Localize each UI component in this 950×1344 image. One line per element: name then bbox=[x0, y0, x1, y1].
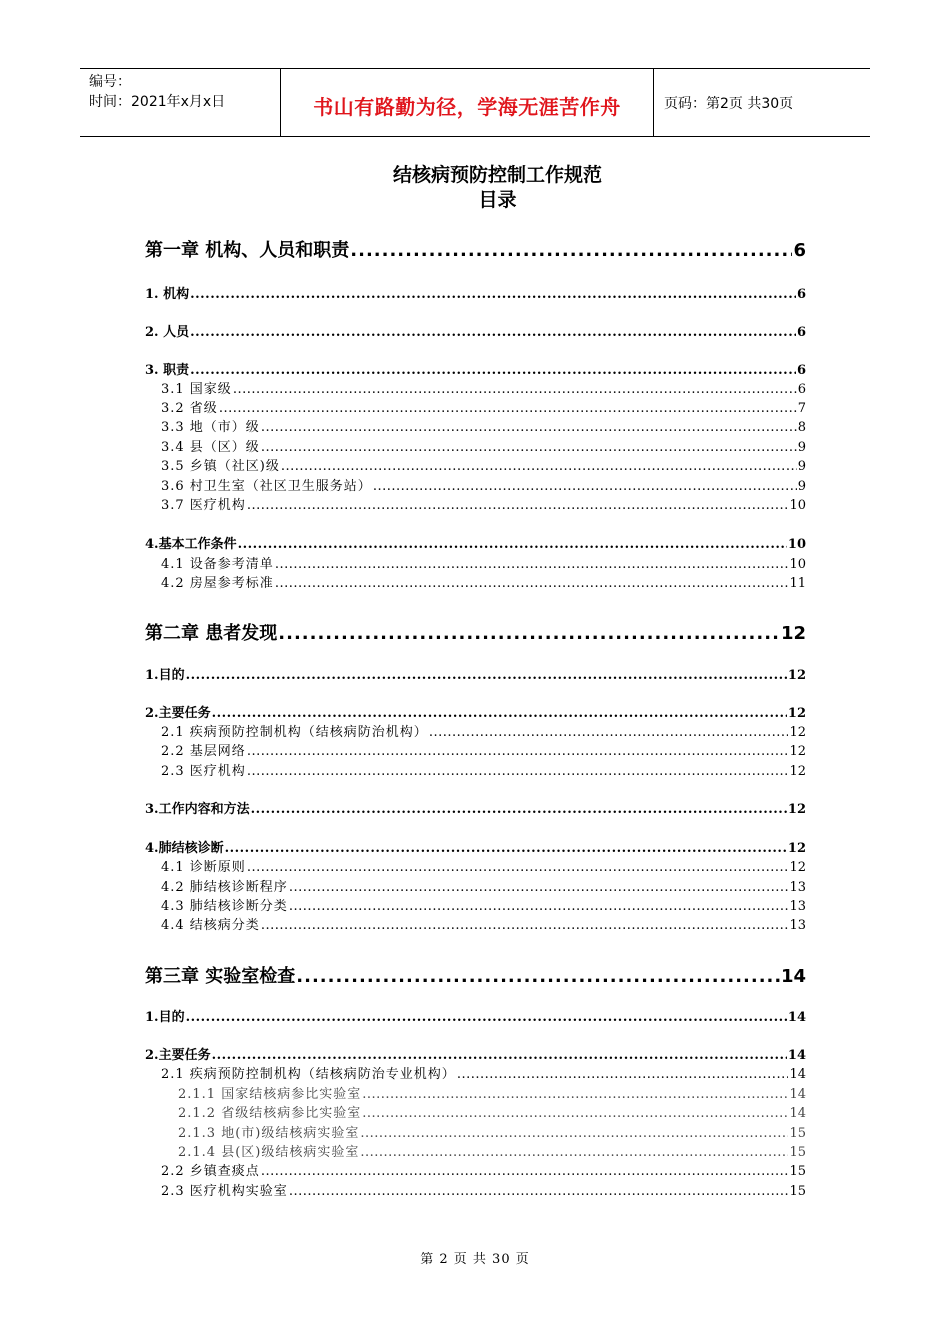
toc-entry[interactable] bbox=[145, 283, 806, 302]
toc-entry[interactable] bbox=[161, 455, 806, 474]
toc-dot-leader bbox=[247, 498, 789, 513]
toc-entry-title: 3.工作内容和方法 bbox=[145, 802, 250, 817]
toc-entry[interactable] bbox=[145, 619, 806, 645]
toc-entry-page: 12 bbox=[787, 668, 806, 683]
toc-entry-page: 12 bbox=[787, 841, 806, 856]
toc-entry-page: 15 bbox=[789, 1145, 806, 1160]
toc-dot-leader bbox=[281, 459, 797, 474]
toc-entry-title: 第二章 患者发现 bbox=[145, 623, 278, 644]
toc-dot-leader bbox=[429, 725, 789, 740]
toc-entry-title: 第三章 实验室检查 bbox=[145, 966, 296, 987]
toc-entry-title: 4.3 肺结核诊断分类 bbox=[161, 899, 288, 914]
toc-entry-title: 2.1.4 县(区)级结核病实验室 bbox=[178, 1145, 360, 1160]
toc-entry-page: 8 bbox=[797, 420, 806, 435]
toc-entry-title: 2.3 医疗机构 bbox=[161, 764, 246, 779]
toc-entry-title: 3.4 县（区）级 bbox=[161, 440, 260, 455]
toc-entry[interactable] bbox=[161, 721, 806, 740]
toc-entry-title: 4.基本工作条件 bbox=[145, 537, 237, 552]
toc-entry-page: 15 bbox=[789, 1164, 806, 1179]
toc-dot-leader bbox=[289, 880, 789, 895]
toc-entry-page: 15 bbox=[789, 1126, 806, 1141]
toc-entry-title: 2.1.2 省级结核病参比实验室 bbox=[178, 1106, 362, 1121]
toc-dot-leader bbox=[186, 668, 787, 683]
toc-dot-leader bbox=[261, 420, 797, 435]
toc-entry-title: 2.主要任务 bbox=[145, 706, 211, 721]
toc-dot-leader bbox=[225, 841, 787, 856]
toc-entry-page: 9 bbox=[797, 440, 806, 455]
toc-dot-leader bbox=[219, 401, 797, 416]
toc-entry[interactable] bbox=[161, 876, 806, 895]
toc-entry-title: 2.3 医疗机构实验室 bbox=[161, 1184, 288, 1199]
toc-dot-leader bbox=[350, 240, 792, 261]
toc-entry[interactable] bbox=[161, 475, 806, 494]
toc-entry-title: 1.目的 bbox=[145, 668, 185, 683]
toc-entry[interactable] bbox=[161, 1160, 806, 1179]
toc-entry-title: 2.2 基层网络 bbox=[161, 744, 246, 759]
toc-entry-page: 12 bbox=[780, 623, 806, 644]
page-footer: 第 2 页 共 30 页 bbox=[420, 1252, 530, 1267]
toc-entry[interactable] bbox=[161, 553, 806, 572]
toc-entry-page: 10 bbox=[787, 537, 806, 552]
header-table bbox=[80, 68, 870, 137]
toc-entry-page: 14 bbox=[780, 966, 806, 987]
toc-entry[interactable] bbox=[161, 914, 806, 933]
toc-entry-title: 2.1.1 国家结核病参比实验室 bbox=[178, 1087, 362, 1102]
toc-entry[interactable] bbox=[178, 1083, 806, 1102]
toc-entry-title: 2.2 乡镇查痰点 bbox=[161, 1164, 260, 1179]
toc-entry-page: 14 bbox=[787, 1010, 806, 1025]
toc-entry-page: 6 bbox=[793, 240, 806, 261]
toc-dot-leader bbox=[190, 287, 796, 302]
toc-entry-title: 4.4 结核病分类 bbox=[161, 918, 260, 933]
toc-entry-title: 4.2 肺结核诊断程序 bbox=[161, 880, 288, 895]
toc-entry-title: 2.1 疾病预防控制机构（结核病防治机构） bbox=[161, 725, 428, 740]
toc-entry-title: 3.2 省级 bbox=[161, 401, 218, 416]
toc-entry-title: 3.6 村卫生室（社区卫生服务站） bbox=[161, 479, 372, 494]
toc-entry-title: 3.7 医疗机构 bbox=[161, 498, 246, 513]
toc-entry-title: 2.1 疾病预防控制机构（结核病防治专业机构） bbox=[161, 1067, 456, 1082]
toc-entry-title: 2.主要任务 bbox=[145, 1048, 211, 1063]
toc-entry-page: 6 bbox=[797, 382, 806, 397]
toc-entry[interactable] bbox=[145, 1006, 806, 1025]
toc-dot-leader bbox=[247, 860, 789, 875]
toc-dot-leader bbox=[190, 363, 796, 378]
toc-entry-page: 15 bbox=[789, 1184, 806, 1199]
toc-entry-page: 10 bbox=[789, 557, 806, 572]
toc-entry[interactable] bbox=[161, 895, 806, 914]
toc-entry-page: 9 bbox=[797, 459, 806, 474]
toc-entry[interactable] bbox=[145, 664, 806, 683]
toc-dot-leader bbox=[238, 537, 787, 552]
toc-dot-leader bbox=[247, 744, 789, 759]
toc-entry-page: 11 bbox=[789, 576, 806, 591]
toc-entry-title: 4.肺结核诊断 bbox=[145, 841, 224, 856]
header-left-cell bbox=[80, 69, 281, 136]
toc-heading: 目录 bbox=[478, 189, 517, 211]
toc-entry-page: 12 bbox=[789, 764, 806, 779]
toc-entry-page: 12 bbox=[789, 725, 806, 740]
toc-entry[interactable] bbox=[145, 533, 806, 552]
toc-entry-page: 6 bbox=[796, 325, 806, 340]
toc-entry[interactable] bbox=[161, 740, 806, 759]
toc-entry[interactable] bbox=[161, 1180, 806, 1199]
toc-entry-page: 14 bbox=[787, 1048, 806, 1063]
toc-dot-leader bbox=[289, 1184, 789, 1199]
toc-dot-leader bbox=[360, 1126, 788, 1141]
toc-entry-page: 12 bbox=[787, 802, 806, 817]
motto: 书山有路勤为径，学海无涯苦作舟 bbox=[281, 69, 654, 136]
toc-entry[interactable] bbox=[178, 1122, 806, 1141]
toc-dot-leader bbox=[261, 1164, 789, 1179]
toc-dot-leader bbox=[362, 1087, 788, 1102]
time-label: 时间：2021年x月x日 bbox=[89, 94, 226, 110]
toc-entry-page: 13 bbox=[789, 899, 806, 914]
toc-dot-leader bbox=[289, 899, 789, 914]
toc-entry-page: 6 bbox=[796, 287, 806, 302]
toc-dot-leader bbox=[186, 1010, 787, 1025]
toc-entry-title: 4.1 设备参考清单 bbox=[161, 557, 274, 572]
toc-dot-leader bbox=[457, 1067, 789, 1082]
toc-entry-title: 2. 人员 bbox=[145, 325, 190, 340]
toc-dot-leader bbox=[261, 440, 797, 455]
toc-entry-page: 12 bbox=[789, 860, 806, 875]
toc-entry[interactable] bbox=[145, 321, 806, 340]
toc-entry[interactable] bbox=[161, 856, 806, 875]
toc-entry-title: 2.1.3 地(市)级结核病实验室 bbox=[178, 1126, 360, 1141]
toc-entry-title: 3.1 国家级 bbox=[161, 382, 232, 397]
toc-entry[interactable] bbox=[161, 572, 806, 591]
toc-dot-leader bbox=[275, 576, 789, 591]
toc-entry-page: 12 bbox=[789, 744, 806, 759]
toc-entry-title: 3.3 地（市）级 bbox=[161, 420, 260, 435]
toc-dot-leader bbox=[251, 802, 787, 817]
toc-entry-page: 14 bbox=[789, 1106, 806, 1121]
toc-dot-leader bbox=[275, 557, 789, 572]
toc-dot-leader bbox=[296, 966, 780, 987]
toc-entry[interactable] bbox=[161, 494, 806, 513]
toc-entry[interactable] bbox=[145, 798, 806, 817]
toc-entry[interactable] bbox=[145, 962, 806, 988]
toc-entry-page: 13 bbox=[789, 880, 806, 895]
toc-entry-title: 4.2 房屋参考标准 bbox=[161, 576, 274, 591]
toc-entry[interactable] bbox=[161, 436, 806, 455]
toc-entry[interactable] bbox=[161, 397, 806, 416]
toc-dot-leader bbox=[247, 764, 789, 779]
toc-entry-title: 3. 职责 bbox=[145, 363, 190, 378]
toc-entry[interactable] bbox=[161, 1063, 806, 1082]
toc-entry[interactable] bbox=[161, 378, 806, 397]
toc-entry[interactable] bbox=[145, 359, 806, 378]
toc-dot-leader bbox=[190, 325, 796, 340]
document-title: 结核病预防控制工作规范 bbox=[392, 164, 602, 186]
toc-dot-leader bbox=[233, 382, 797, 397]
toc-entry[interactable] bbox=[178, 1102, 806, 1121]
toc-dot-leader bbox=[212, 706, 787, 721]
toc-entry-page: 12 bbox=[787, 706, 806, 721]
number-label: 编号： bbox=[89, 74, 131, 90]
toc-entry[interactable] bbox=[161, 416, 806, 435]
toc-entry-page: 7 bbox=[797, 401, 806, 416]
toc-entry[interactable] bbox=[161, 760, 806, 779]
toc-entry-page: 14 bbox=[789, 1067, 806, 1082]
toc-entry-page: 6 bbox=[796, 363, 806, 378]
toc-dot-leader bbox=[261, 918, 789, 933]
toc-entry-title: 第一章 机构、人员和职责 bbox=[145, 240, 350, 261]
toc-dot-leader bbox=[278, 623, 780, 644]
toc-entry-title: 1. 机构 bbox=[145, 287, 190, 302]
toc-entry-page: 14 bbox=[789, 1087, 806, 1102]
toc-dot-leader bbox=[373, 479, 797, 494]
toc-entry-title: 4.1 诊断原则 bbox=[161, 860, 246, 875]
toc-entry[interactable] bbox=[145, 1044, 806, 1063]
toc-entry-title: 1.目的 bbox=[145, 1010, 185, 1025]
toc-entry[interactable] bbox=[145, 236, 806, 262]
toc-entry-page: 13 bbox=[789, 918, 806, 933]
toc-entry-title: 3.5 乡镇（社区)级 bbox=[161, 459, 280, 474]
toc-entry[interactable] bbox=[145, 837, 806, 856]
toc-dot-leader bbox=[360, 1145, 788, 1160]
page-info: 页码：第2页 共30页 bbox=[664, 95, 794, 112]
toc-entry[interactable] bbox=[145, 702, 806, 721]
toc-entry-page: 9 bbox=[797, 479, 806, 494]
toc-entry-page: 10 bbox=[789, 498, 806, 513]
toc-dot-leader bbox=[212, 1048, 787, 1063]
toc-entry[interactable] bbox=[178, 1141, 806, 1160]
toc-dot-leader bbox=[362, 1106, 788, 1121]
